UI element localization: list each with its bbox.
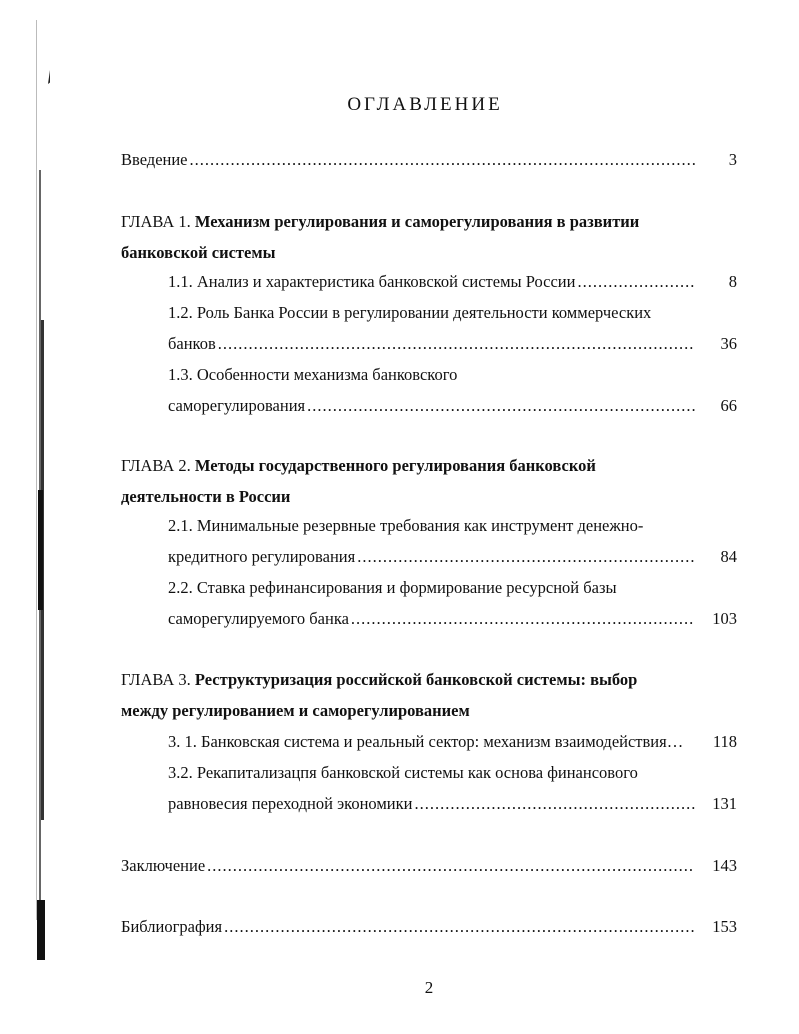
chapter-1-heading (121, 210, 701, 234)
chapter-3-heading-cont (121, 699, 701, 723)
entry-label: саморегулирования (168, 396, 306, 415)
page-ref-conclusion: 143 (712, 856, 737, 875)
chapter-title-cont: деятельности в России (121, 487, 291, 506)
entry-label: Введение (121, 150, 188, 169)
leader-dots (224, 915, 695, 939)
toc-entry-3-1[interactable]: 3. 1. Банковская система и реальный сектор: механизм взаимодействия… (168, 732, 684, 751)
entry-label: саморегулируемого банка (168, 609, 349, 628)
chapter-prefix: ГЛАВА 3. (121, 670, 191, 689)
toc-entry-1-2[interactable] (168, 332, 697, 356)
chapter-title: Механизм регулирования и саморегулирования в развитии (194, 212, 640, 231)
entry-label: банков (168, 334, 216, 353)
page-ref-2-1: 84 (720, 547, 737, 566)
page-ref-1-3: 66 (720, 396, 737, 415)
page-ref-1-1: 8 (728, 272, 737, 291)
leader-dots (351, 607, 695, 631)
scan-edge-artifact (28, 20, 50, 960)
chapter-title: Реструктуризация российской банковской системы: выбор (194, 670, 638, 689)
entry-label: кредитного регулирования (168, 547, 356, 566)
chapter-prefix: ГЛАВА 1. (121, 212, 191, 231)
entry-label: Заключение (121, 856, 206, 875)
toc-entry-bibliography[interactable] (121, 915, 697, 939)
page-ref-3-2: 131 (712, 794, 737, 813)
entry-label: 1.1. Анализ и характеристика банковской системы России (168, 272, 576, 291)
leader-dots (577, 270, 695, 294)
leader-dots (414, 792, 695, 816)
toc-entry-2-1-line1[interactable]: 2.1. Минимальные резервные требования как инструмент денежно- (168, 516, 644, 535)
chapter-title-cont: банковской системы (121, 243, 276, 262)
toc-entry-conclusion[interactable] (121, 854, 697, 878)
leader-dots (207, 854, 695, 878)
page-ref-2-2: 103 (712, 609, 737, 628)
toc-entry-2-2[interactable] (168, 607, 697, 631)
page-ref-bibliography: 153 (712, 917, 737, 936)
chapter-2-heading-cont (121, 485, 701, 509)
chapter-2-heading (121, 454, 701, 478)
chapter-prefix: ГЛАВА 2. (121, 456, 191, 475)
chapter-title-cont: между регулированием и саморегулированием (121, 701, 470, 720)
page-number: 2 (424, 978, 434, 997)
toc-entry-2-1[interactable] (168, 545, 697, 569)
page-ref-3-1: 118 (712, 732, 737, 751)
leader-dots (357, 545, 695, 569)
page-ref-intro: 3 (728, 150, 737, 169)
leader-dots (307, 394, 695, 418)
toc-entry-intro[interactable] (121, 148, 697, 172)
toc-entry-1-3[interactable] (168, 394, 697, 418)
toc-entry-1-1[interactable] (168, 270, 697, 294)
entry-label: Библиография (121, 917, 223, 936)
chapter-1-heading-cont (121, 241, 701, 265)
chapter-3-heading (121, 668, 701, 692)
leader-dots (218, 332, 695, 356)
leader-dots (190, 148, 695, 172)
toc-entry-2-2-line1[interactable]: 2.2. Ставка рефинансирования и формирование ресурсной базы (168, 578, 617, 597)
toc-entry-1-3-line1[interactable]: 1.3. Особенности механизма банковского (168, 365, 458, 384)
toc-entry-3-2-line1[interactable]: 3.2. Рекапитализацпя банковской системы как основа финансового (168, 763, 638, 782)
chapter-title: Методы государственного регулирования банковской (194, 456, 596, 475)
toc-entry-3-2[interactable] (168, 792, 697, 816)
toc-title: ОГЛАВЛЕНИЕ (347, 94, 503, 115)
entry-label: равновесия переходной экономики (168, 794, 413, 813)
toc-entry-1-2-line1[interactable]: 1.2. Роль Банка России в регулировании деятельности коммерческих (168, 303, 652, 322)
page-ref-1-2: 36 (720, 334, 737, 353)
